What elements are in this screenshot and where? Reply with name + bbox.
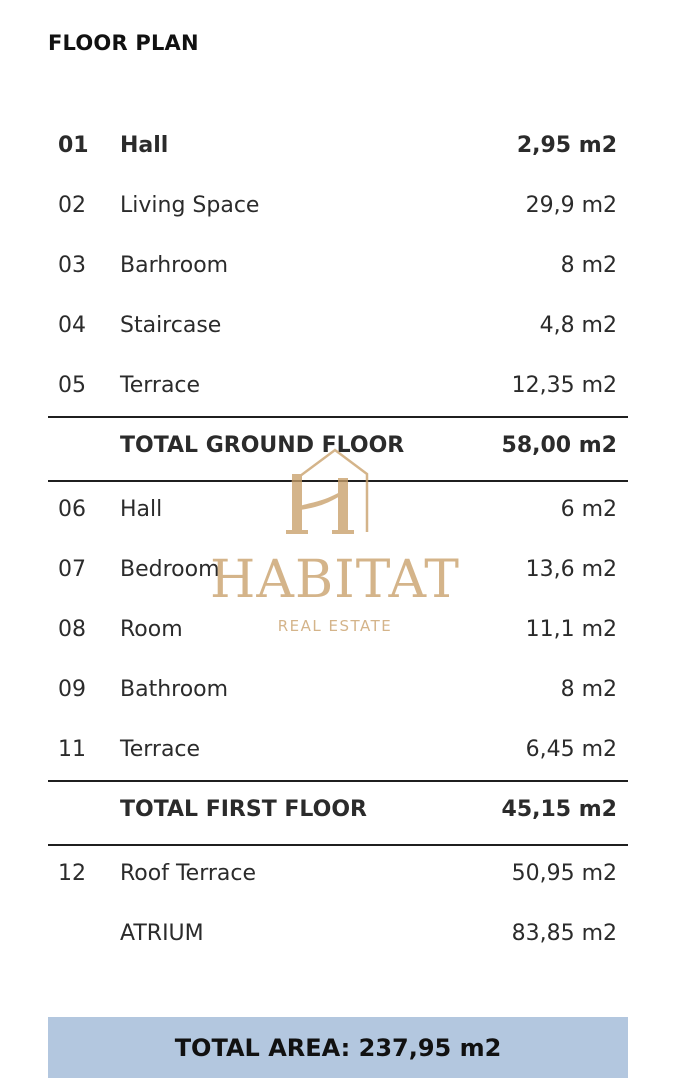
room-number: 02 <box>58 193 86 218</box>
room-area: 6,45 m2 <box>525 737 617 762</box>
room-area: 8 m2 <box>560 677 617 702</box>
room-name: ATRIUM <box>120 921 204 946</box>
room-name: Bathroom <box>120 677 229 702</box>
room-name: Terrace <box>120 737 201 762</box>
table-row <box>0 116 676 176</box>
page-title: FLOOR PLAN <box>48 31 199 55</box>
table-row <box>0 236 676 296</box>
total-ground-floor-area: 58,00 m2 <box>501 433 617 458</box>
total-ground-floor-row <box>48 416 628 482</box>
floor-plan-table <box>0 116 676 964</box>
room-name: Terrace <box>120 373 201 398</box>
total-first-floor-area: 45,15 m2 <box>501 797 617 822</box>
room-area: 8 m2 <box>560 253 617 278</box>
table-row <box>0 356 676 416</box>
room-area: 13,6 m2 <box>525 557 617 582</box>
room-number: 09 <box>58 677 86 702</box>
room-number: 11 <box>58 737 86 762</box>
room-name: Staircase <box>120 313 222 338</box>
room-area: 12,35 m2 <box>511 373 617 398</box>
room-number: 01 <box>58 133 89 158</box>
room-number: 08 <box>58 617 86 642</box>
total-ground-floor-label: TOTAL GROUND FLOOR <box>120 433 405 458</box>
table-row <box>0 480 676 540</box>
room-number: 12 <box>58 861 86 886</box>
room-number: 04 <box>58 313 86 338</box>
table-row <box>0 720 676 780</box>
room-name: Room <box>120 617 183 642</box>
room-number: 03 <box>58 253 86 278</box>
table-row <box>0 904 676 964</box>
room-name: Bedroom <box>120 557 220 582</box>
table-row <box>0 540 676 600</box>
room-name: Roof Terrace <box>120 861 257 886</box>
room-number: 07 <box>58 557 86 582</box>
room-name: Hall <box>120 497 163 522</box>
table-row <box>0 600 676 660</box>
room-area: 50,95 m2 <box>511 861 617 886</box>
table-row <box>0 660 676 720</box>
room-area: 29,9 m2 <box>525 193 617 218</box>
room-area: 11,1 m2 <box>525 617 617 642</box>
table-row <box>0 296 676 356</box>
total-first-floor-label: TOTAL FIRST FLOOR <box>120 797 367 822</box>
watermark-subtitle: REAL ESTATE <box>277 617 393 635</box>
room-number: 06 <box>58 497 86 522</box>
total-first-floor-row <box>48 780 628 846</box>
watermark-brand: HABITAT <box>210 550 460 610</box>
total-area-text: TOTAL AREA: 237,95 m2 <box>174 1033 502 1062</box>
room-name: Living Space <box>120 193 260 218</box>
room-area: 4,8 m2 <box>539 313 617 338</box>
room-name: Barhroom <box>120 253 229 278</box>
room-area: 2,95 m2 <box>516 133 617 158</box>
room-name: Hall <box>120 133 169 158</box>
total-area-bar <box>48 1017 628 1078</box>
table-row <box>0 844 676 904</box>
room-area: 83,85 m2 <box>511 921 617 946</box>
table-row <box>0 176 676 236</box>
room-area: 6 m2 <box>560 497 617 522</box>
room-number: 05 <box>58 373 86 398</box>
